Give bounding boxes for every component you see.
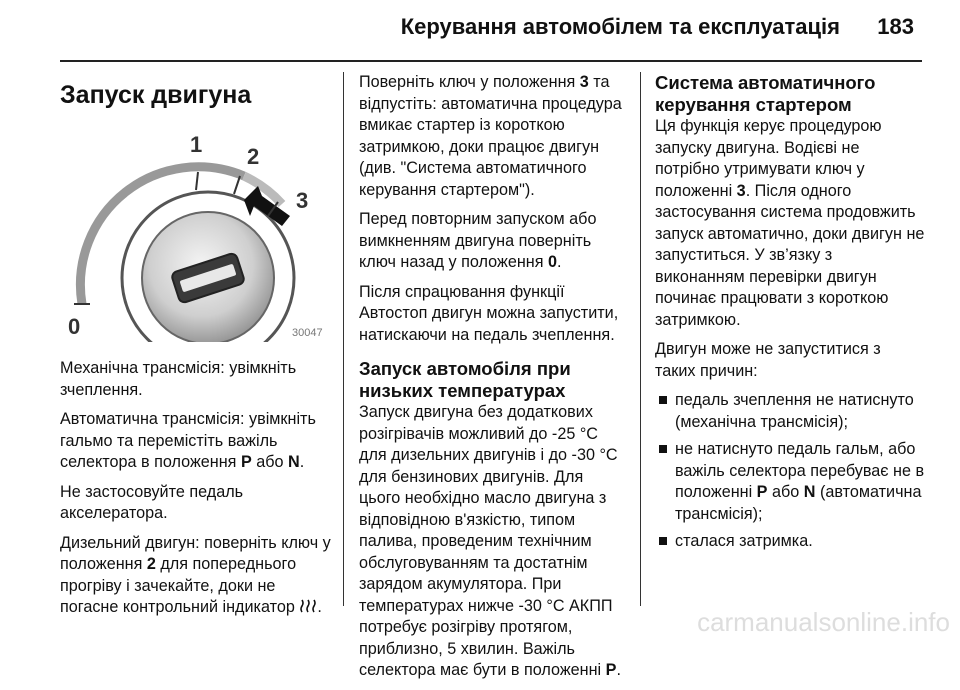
- column-2: [359, 72, 625, 690]
- paragraph: Після спрацювання функції Автостоп двигун можна запустити, натискаючи на педаль зчеплення.: [359, 282, 619, 344]
- position-label-0: 0: [68, 314, 81, 339]
- list-item: сталася затримка.: [655, 531, 925, 553]
- position-label-3: 3: [296, 188, 309, 213]
- list-item: не натиснуто педаль гальм, або важіль селектора перебуває не в положенні P або N (автоматична трансмісія);: [655, 439, 925, 525]
- section-heading: Система автоматичного керування стартером: [655, 72, 876, 115]
- paragraph: Не застосовуйте педаль акселератора.: [60, 482, 244, 522]
- paragraph: Ця функція керує процедурою запуску двигуна. Водієві не потрібно утримувати ключ у положенні 3. Після одного застосування система продовжить запуск автоматично, доки двигун не запуститься. У зв’язку з виконанням перевірки двигун починає працювати з короткою затримкою.: [655, 117, 925, 329]
- bullet-icon: [659, 445, 667, 453]
- reason-list: [655, 390, 925, 553]
- bullet-icon: [659, 537, 667, 545]
- column-3: [655, 72, 925, 559]
- ignition-switch-figure: [60, 124, 336, 342]
- header-rule: [60, 60, 922, 62]
- position-label-2: 2: [247, 144, 260, 169]
- paragraph: Дизельний двигун: поверніть ключ у положення 2 для попереднього прогріву і зачекайте, доки не погасне контрольний індикатор .: [60, 533, 331, 616]
- column-1: [60, 72, 336, 627]
- position-label-1: 1: [190, 132, 203, 157]
- ignition-switch-illustration: [60, 124, 336, 342]
- paragraph: Двигун може не запуститися з таких причин:: [655, 340, 881, 380]
- page-number: 183: [877, 14, 914, 39]
- paragraph: Поверніть ключ у положення 3 та відпустіть: автоматична процедура вмикає стартер із короткою затримкою, доки працює двигун (див. "Система автоматичного керування стартером").: [359, 73, 622, 199]
- glow-plug-icon: [299, 598, 317, 616]
- paragraph: Перед повторним запуском або вимкненням двигуна поверніть ключ назад у положення 0.: [359, 210, 597, 271]
- list-item: педаль зчеплення не натиснуто (механічна трансмісія);: [655, 390, 925, 433]
- paragraph: Механічна трансмісія: увімкніть зчеплення.: [60, 359, 297, 399]
- watermark: carmanualsonline.info: [697, 607, 950, 637]
- figure-code: 30047: [292, 327, 323, 339]
- paragraph: Автоматична трансмісія: увімкніть гальмо та перемістіть важіль селектора в положення P або N.: [60, 410, 316, 471]
- column-divider: [640, 72, 641, 606]
- page-header-title: Керування автомобілем та експлуатація: [400, 14, 840, 39]
- column-divider: [343, 72, 344, 606]
- paragraph: Запуск двигуна без додаткових розігрівачів можливий до -25 °C для дизельних двигунів і до -30 °C для бензинових двигунів. Для цього необхідно масло двигуна з відповідною в'язкістю, типом палива, проведеним технічним обслуговуванням та достатнім зарядом акумулятора. При температурах нижче -30 °C АКПП потребує розігріву протягом, приблизно, 5 хвилин. Важіль селектора має бути в положенні P.: [359, 403, 621, 679]
- bullet-icon: [659, 396, 667, 404]
- section-heading: Запуск двигуна: [60, 81, 252, 109]
- section-heading: Запуск автомобіля при низьких температурах: [359, 358, 571, 401]
